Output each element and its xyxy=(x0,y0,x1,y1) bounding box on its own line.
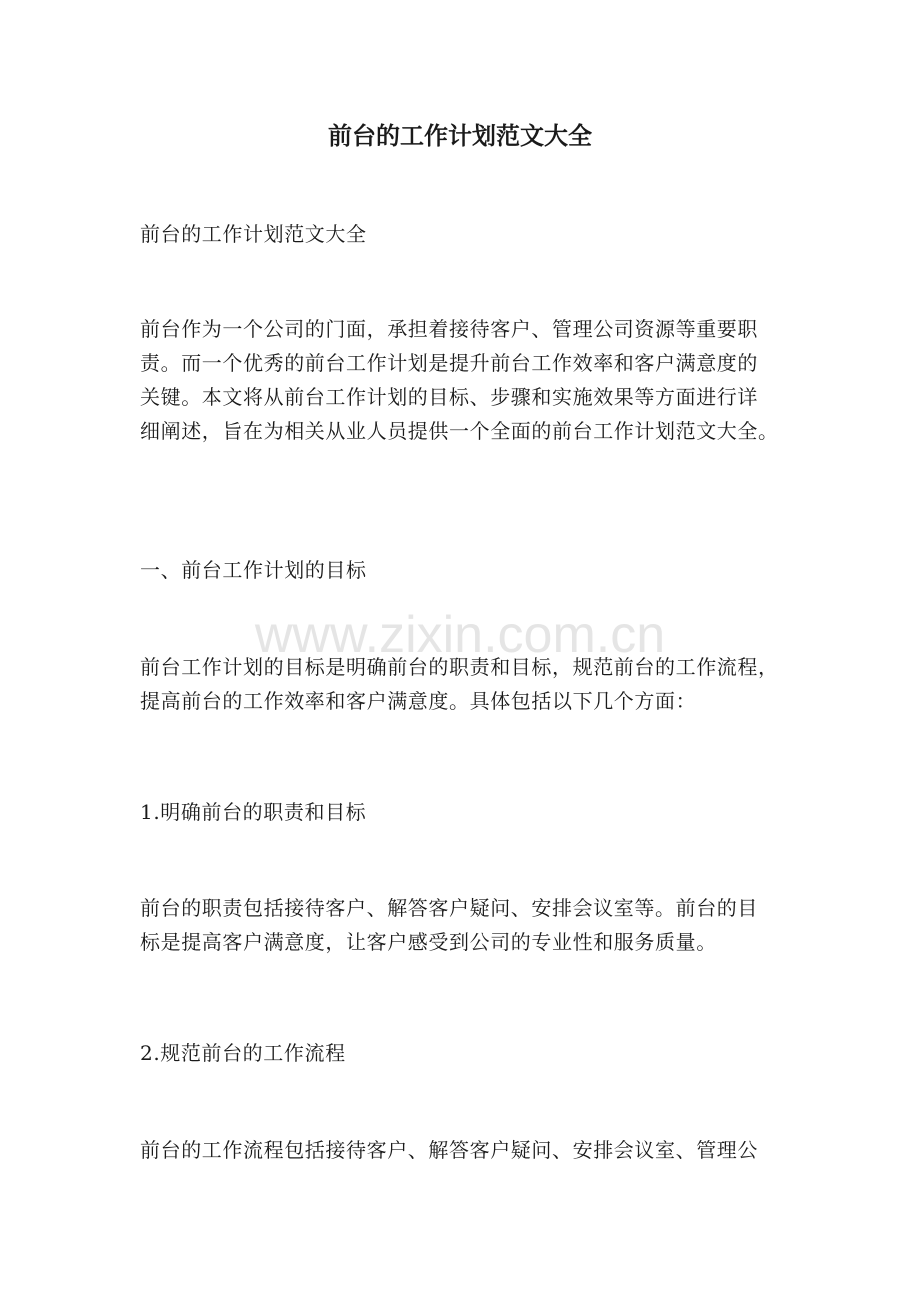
item-heading: 2.规范前台的工作流程 xyxy=(140,1041,346,1065)
paragraph-line: 标是提高客户满意度，让客户感受到公司的专业性和服务质量。 xyxy=(140,930,717,954)
paragraph-line: 细阐述，旨在为相关从业人员提供一个全面的前台工作计划范文大全。 xyxy=(140,419,779,443)
paragraph-line: 前台作为一个公司的门面，承担着接待客户、管理公司资源等重要职 xyxy=(140,317,758,341)
paragraph-line: 责。而一个优秀的前台工作计划是提升前台工作效率和客户满意度的 xyxy=(140,351,758,375)
paragraph-line: 提高前台的工作效率和客户满意度。具体包括以下几个方面： xyxy=(140,689,697,713)
item-paragraph xyxy=(140,1133,790,1167)
paragraph-line: 前台工作计划的目标是明确前台的职责和目标，规范前台的工作流程， xyxy=(140,655,779,679)
intro-paragraph xyxy=(140,312,790,448)
document-title: 前台的工作计划范文大全 xyxy=(328,121,592,150)
document-subtitle: 前台的工作计划范文大全 xyxy=(140,222,367,246)
paragraph-line: 关键。本文将从前台工作计划的目标、步骤和实施效果等方面进行详 xyxy=(140,385,758,409)
section-paragraph xyxy=(140,650,790,718)
paragraph-line: 前台的职责包括接待客户、解答客户疑问、安排会议室等。前台的目 xyxy=(140,896,758,920)
section-heading: 一、前台工作计划的目标 xyxy=(140,558,367,582)
item-heading: 1.明确前台的职责和目标 xyxy=(140,800,367,824)
item-paragraph xyxy=(140,891,790,959)
watermark: www.zixin.com.cn xyxy=(254,606,666,664)
paragraph-line: 前台的工作流程包括接待客户、解答客户疑问、安排会议室、管理公 xyxy=(140,1138,758,1162)
